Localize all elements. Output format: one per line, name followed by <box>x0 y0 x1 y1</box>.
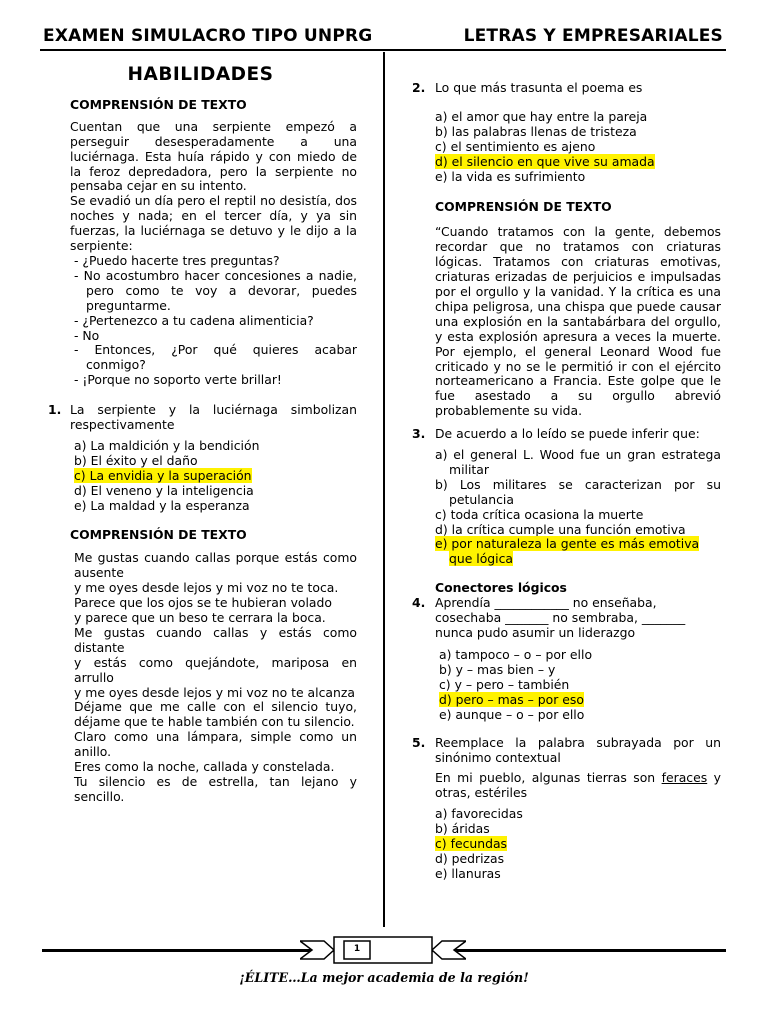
answer-options <box>439 648 721 723</box>
answer-option: b) El éxito y el daño <box>74 452 198 468</box>
dialogue-line: - No <box>74 327 100 343</box>
section-heading: COMPRENSIÓN DE TEXTO <box>70 96 247 112</box>
question-text: cosechaba _______ no sembraba, _______ <box>435 610 686 626</box>
answer-option: a) favorecidas <box>435 806 523 822</box>
question-text: Lo que más trasunta el poema es <box>435 80 643 95</box>
section-heading: Conectores lógicos <box>435 580 567 596</box>
dialogue-line: - No acostumbro hacer concesiones a nadie, pero como te voy a devorar, puedes preguntarme. <box>74 267 357 313</box>
page-number: 1 <box>353 944 361 954</box>
answer-option: b) las palabras llenas de tristeza <box>435 123 637 139</box>
left-column <box>48 64 357 805</box>
question-text: Aprendía ____________ no enseñaba, <box>435 595 657 611</box>
sentence-end: y otras, estériles <box>435 770 721 801</box>
question-text: La serpiente y la luciérnaga simbolizan respectivamente <box>70 402 357 433</box>
poem-line: Me gustas cuando callas porque estás como ausente <box>74 550 357 581</box>
question-text: nunca pudo asumir un liderazgo <box>435 625 636 640</box>
question-2 <box>412 80 721 184</box>
answer-option-highlighted: d) el silencio en que vive su amada <box>435 153 655 169</box>
sentence-start: En mi pueblo, algunas tierras son <box>435 770 656 786</box>
answer-options <box>435 807 721 882</box>
question-text: Reemplace la palabra subrayada por un sinónimo contextual <box>435 735 721 766</box>
poem-line: Tu silencio es de estrella, tan lejano y sencillo. <box>74 773 357 804</box>
answer-option: c) y – pero – también <box>439 676 570 692</box>
answer-option: b) áridas <box>435 820 490 836</box>
dialogue-line: - ¿Puedo hacerte tres preguntas? <box>74 252 280 268</box>
poem-line: Eres como la noche, callada y constelada. <box>74 759 335 775</box>
dialogue-line: - ¡Porque no soporto verte brillar! <box>74 372 282 388</box>
quote-paragraph: “Cuando tratamos con la gente, debemos recordar que no tratamos con criaturas lógicas. Tratamos con criaturas emotivas, criaturas erizadas de perjuicios e impulsadas por el orgullo y la vanidad. Y la crítica es una chipa peligrosa, una chispa que puede causar una explosión en la santabárbara del orgullo, y esta explosión apresura a veces la muerte. Por ejemplo, el general Leonard Wood fue criticado y no se le permitió ir con el ejército norteamericano a Francia. Este golpe que le fue asestado a su orgullo abrevió probablemente su vida. <box>435 224 721 419</box>
answer-option: a) el general L. Wood fue un gran estratega militar <box>435 447 721 477</box>
answer-option: e) la vida es sufrimiento <box>435 168 586 184</box>
poem-line: Me gustas cuando callas y estás como distante <box>74 624 357 655</box>
question-number: 5. <box>412 735 426 751</box>
question-number: 3. <box>412 426 426 442</box>
question-3 <box>412 426 721 567</box>
answer-option-highlighted: c) fecundas <box>435 835 508 851</box>
poem-line: Claro como una lámpara, simple como un anillo. <box>74 729 357 760</box>
poem-line: Parece que los ojos se te hubieran volado <box>74 595 332 611</box>
question-5 <box>412 735 721 881</box>
page-header <box>43 24 723 48</box>
poem-line: y me oyes desde lejos y mi voz no te alcanza <box>74 684 355 700</box>
question-sentence <box>435 771 721 801</box>
question-number: 1. <box>48 402 62 418</box>
right-column <box>412 80 721 882</box>
column-divider <box>383 52 385 927</box>
story-paragraph: Se evadió un día pero el reptil no desistía, dos noches y nada; en el tercer día, y ya sin fuerzas, la luciérnaga se detuvo y le dijo a la serpiente: <box>70 193 357 254</box>
answer-option-highlighted: d) pero – mas – por eso <box>439 691 584 707</box>
answer-option: c) toda crítica ocasiona la muerte <box>435 506 644 522</box>
header-left-title: EXAMEN SIMULACRO TIPO UNPRG <box>43 26 373 46</box>
header-rule <box>40 49 726 51</box>
question-1 <box>48 402 357 513</box>
section-title: HABILIDADES <box>127 64 274 85</box>
underlined-word: feraces <box>661 770 708 786</box>
answer-options <box>435 448 721 567</box>
answer-option: a) La maldición y la bendición <box>74 437 260 453</box>
poem-line: y me oyes desde lejos y mi voz no te toca. <box>74 580 339 596</box>
question-number: 4. <box>412 595 426 611</box>
poem-line: y parece que un beso te cerrara la boca. <box>74 610 326 625</box>
answer-option: e) llanuras <box>435 865 501 881</box>
answer-option: e) aunque – o – por ello <box>439 706 585 722</box>
answer-option: d) la crítica cumple una función emotiva <box>435 521 686 537</box>
poem <box>74 551 357 804</box>
answer-option: e) La maldad y la esperanza <box>74 497 250 513</box>
answer-option: a) tampoco – o – por ello <box>439 646 593 662</box>
answer-option: d) pedrizas <box>435 850 505 866</box>
story-paragraph: Cuentan que una serpiente empezó a perseguir desesperadamente a una luciérnaga. Esta huía rápido y con miedo de la feroz depredadora, pero la serpiente no pensaba cejar en su intento. <box>70 118 357 194</box>
dialogue-line: - ¿Pertenezco a tu cadena alimenticia? <box>74 312 314 328</box>
answer-option-highlighted: e) por naturaleza la gente es más emotiva que lógica <box>435 536 700 567</box>
answer-options <box>435 110 721 185</box>
question-text: De acuerdo a lo leído se puede inferir que: <box>435 426 700 442</box>
answer-option: b) Los militares se caracterizan por su petulancia <box>435 476 721 507</box>
answer-option: d) El veneno y la inteligencia <box>74 482 254 498</box>
answer-option-highlighted: c) La envidia y la superación <box>74 467 252 483</box>
footer-slogan: ¡ÉLITE…La mejor academia de la región! <box>239 970 529 985</box>
page-banner-icon <box>300 933 466 967</box>
answer-option: a) el amor que hay entre la pareja <box>435 108 648 124</box>
dialogue-list <box>72 254 357 388</box>
section-heading: COMPRENSIÓN DE TEXTO <box>70 527 247 543</box>
section-heading: COMPRENSIÓN DE TEXTO <box>435 199 612 215</box>
poem-line: Déjame que me calle con el silencio tuyo, déjame que te hable también con tu silencio. <box>74 699 357 730</box>
poem-line: y estás como quejándote, mariposa en arrullo <box>74 654 357 685</box>
question-number: 2. <box>412 80 426 95</box>
answer-option: c) el sentimiento es ajeno <box>435 138 596 154</box>
dialogue-line: - Entonces, ¿Por qué quieres acabar conmigo? <box>74 342 357 373</box>
answer-options <box>74 439 357 514</box>
question-4 <box>412 595 721 722</box>
answer-option: b) y – mas bien – y <box>439 661 556 677</box>
header-right-title: LETRAS Y EMPRESARIALES <box>463 26 723 46</box>
